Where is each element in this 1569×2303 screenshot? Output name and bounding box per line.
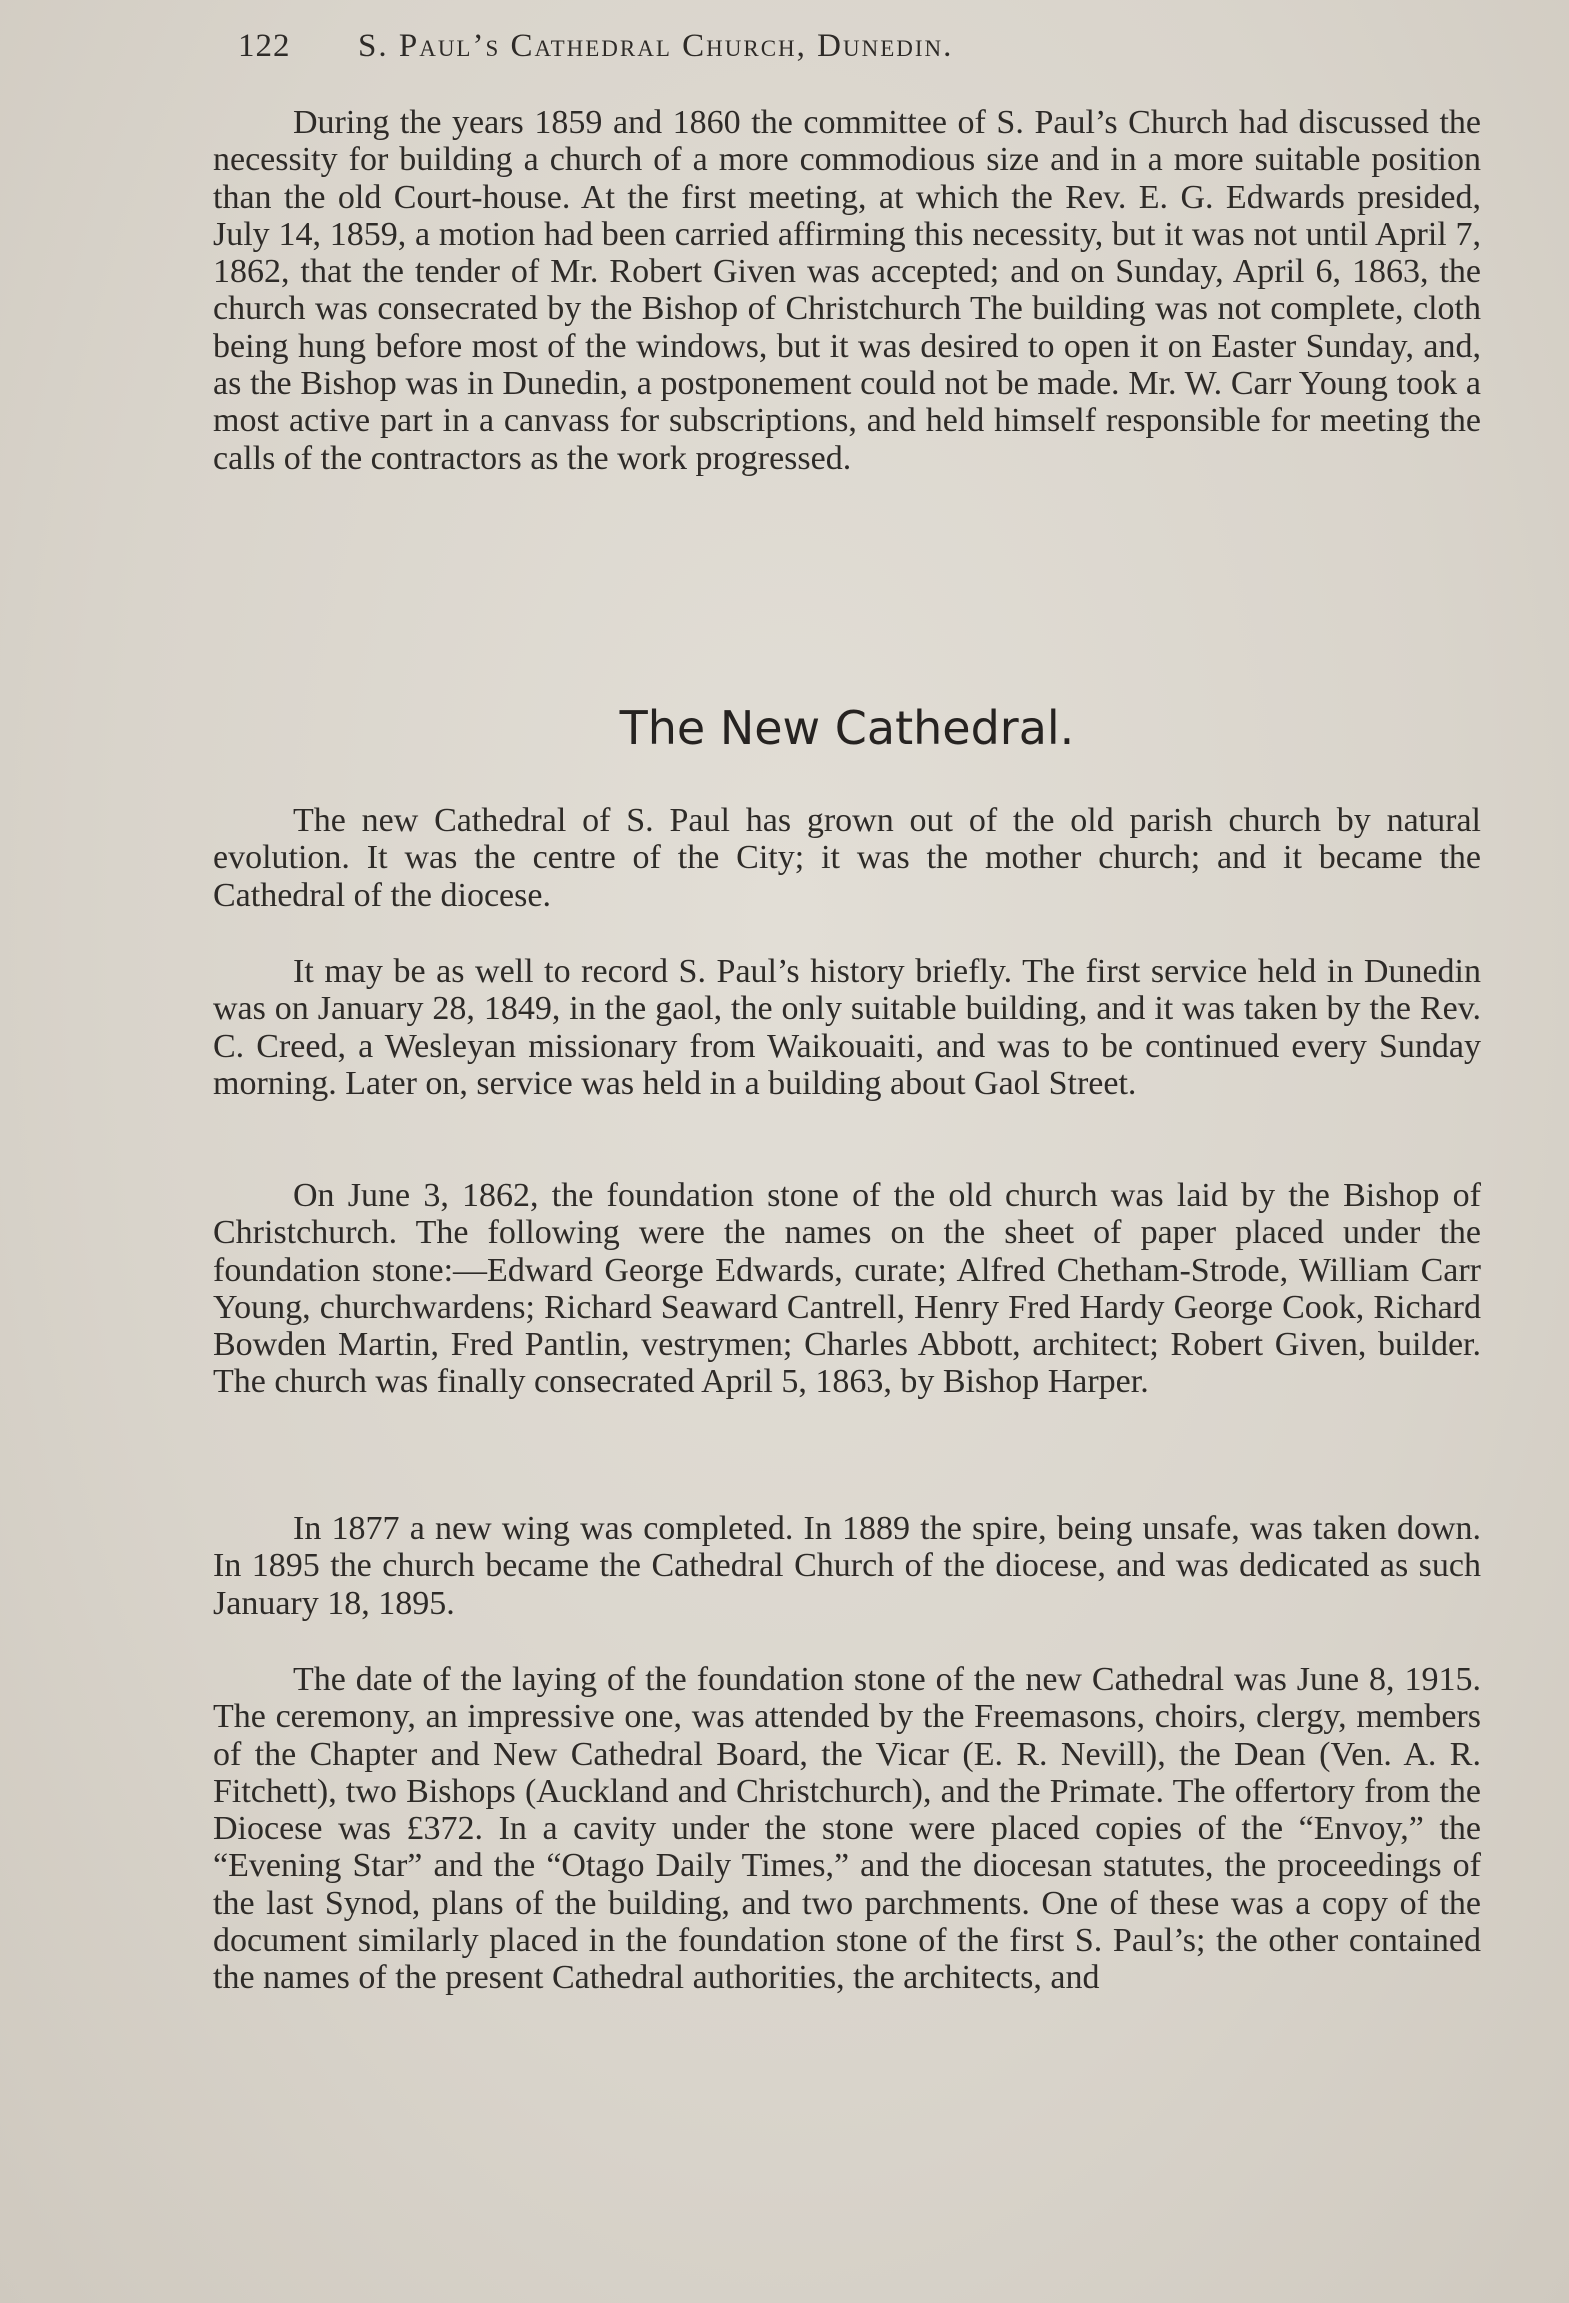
paragraph: On June 3, 1862, the foundation stone of the old church was laid by the Bishop of Christchurch. The following were the names on the sheet of paper placed under the foundation stone:—Edward George Edwards, curate; Alfred Chetham-Strode, William Carr Young, churchwardens; Richard Seaward Cantrell, Henry Fred Hardy George Cook, Richard Bowden Martin, Fred Pantlin, vestrymen; Charles Abbott, architect; Robert Given, builder. The church was finally consecrated April 5, 1863, by Bishop Harper.: [213, 1177, 1481, 1401]
paragraph: The date of the laying of the foundation stone of the new Cathedral was June 8, 1915. The ceremony, an impressive one, was attended by the Freemasons, choirs, clergy, members of the Chapter and New Cathedral Board, the Vicar (E. R. Nevill), the Dean (Ven. A. R. Fitchett), two Bishops (Auckland and Christchurch), and the Primate. The offertory from the Diocese was £372. In a cavity under the stone were placed copies of the “Envoy,” the “Evening Star” and the “Otago Daily Times,” and the diocesan statutes, the proceedings of the last Synod, plans of the building, and two parchments. One of these was a copy of the document similarly placed in the foundation stone of the first S. Paul’s; the other contained the names of the present Cathedral authorities, the architects, and: [213, 1661, 1481, 1997]
paragraph-block-3: [213, 1177, 1481, 1401]
paragraph-block-1: [213, 802, 1481, 914]
paragraph-block-4: [213, 1510, 1481, 1622]
paragraph: In 1877 a new wing was completed. In 1889 the spire, being unsafe, was taken down. In 1895 the church became the Cathedral Church of the diocese, and was dedicated as such January 18, 1895.: [213, 1510, 1481, 1622]
paragraph: The new Cathedral of S. Paul has grown out of the old parish church by natural evolution. It was the centre of the City; it was the mother church; and it became the Cathedral of the diocese.: [213, 802, 1481, 914]
intro-paragraph: During the years 1859 and 1860 the committee of S. Paul’s Church had discussed the necessity for building a church of a more commodious size and in a more suitable position than the old Court-house. At the first meeting, at which the Rev. E. G. Edwards presided, July 14, 1859, a motion had been carried affirming this necessity, but it was not until April 7, 1862, that the tender of Mr. Robert Given was accepted; and on Sunday, April 6, 1863, the church was consecrated by the Bishop of Christchurch The building was not complete, cloth being hung before most of the windows, but it was desired to open it on Easter Sunday, and, as the Bishop was in Dunedin, a postponement could not be made. Mr. W. Carr Young took a most active part in a canvass for subscriptions, and held himself responsible for meeting the calls of the contractors as the work progressed.: [213, 104, 1481, 477]
paragraph-block-5: [213, 1661, 1481, 1997]
paragraph-block-2: [213, 953, 1481, 1102]
running-title: S. Paul’s Cathedral Church, Dunedin.: [358, 28, 954, 64]
page-number: 122: [238, 28, 291, 64]
running-head: [238, 28, 1278, 74]
paragraph: It may be as well to record S. Paul’s history briefly. The first service held in Dunedin was on January 28, 1849, in the gaol, the only suitable building, and it was taken by the Rev. C. Creed, a Wesleyan missionary from Waikouaiti, and was to be continued every Sunday morning. Later on, service was held in a building about Gaol Street.: [213, 953, 1481, 1102]
section-heading: The New Cathedral.: [619, 701, 1075, 755]
intro-text-block: [213, 104, 1481, 477]
